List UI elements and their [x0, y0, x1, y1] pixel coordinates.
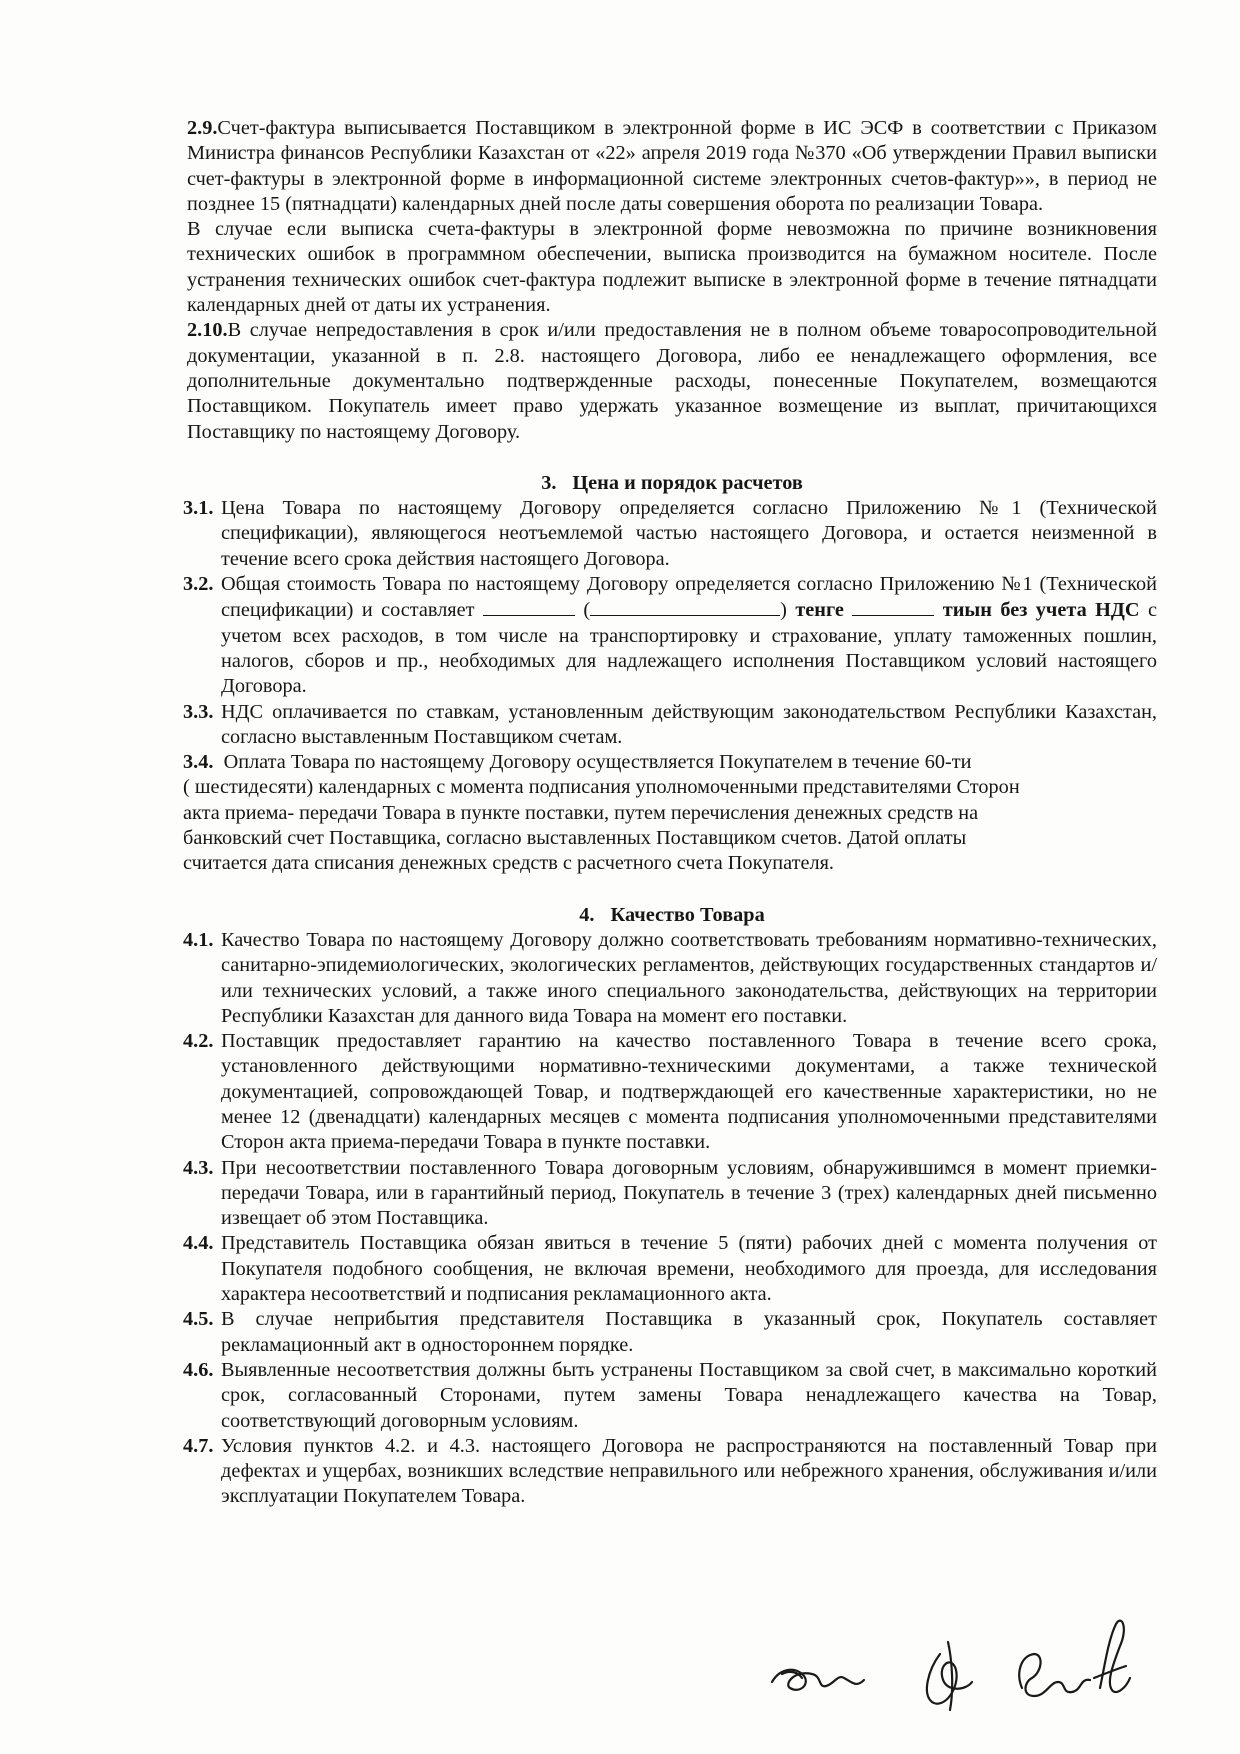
- section-4-heading: [187, 903, 1157, 928]
- clause-number: 3.4.: [183, 751, 214, 774]
- clause-4-4: [183, 1231, 1157, 1307]
- clause-number: 4.5.: [183, 1308, 214, 1331]
- clause-4-3: [183, 1156, 1157, 1232]
- clause-text: В случае непредоставления в срок и/или предоставления не в полном объеме товаросопроводительной документации, указанной в п. 2.8. настоящего Договора, либо ее ненадлежащего оформления, все дополнительные документально подтвержденные расходы, понесенные Покупателем, возмещаются Поставщиком. Покупатель имеет право удержать указанное возмещение из выплат, причитающихся Поставщику по настоящему Договору.: [187, 319, 1157, 443]
- clause-2-10: [187, 318, 1157, 444]
- clause-2-9-continuation: В случае если выписка счета-фактуры в электронной форме невозможна по причине возникновения технических ошибок в программном обеспечении, выписка производится на бумажном носителе. После устранения технических ошибок счет-фактура подлежит выписке в электронной форме в течение пятнадцати календарных дней от даты их устранения.: [187, 218, 1157, 317]
- clause-4-5: [183, 1307, 1157, 1358]
- clause-number: 3.3.: [183, 700, 214, 723]
- clause-line: акта приема- передачи Товара в пункте поставки, путем перечисления денежных средств на: [183, 801, 979, 824]
- clause-line: банковский счет Поставщика, согласно выставленных Поставщиком счетов. Датой оплаты: [183, 827, 967, 850]
- clause-number: 3.2.: [183, 573, 214, 596]
- clause-number: 4.7.: [183, 1434, 214, 1457]
- clause-text: Выявленные несоответствия должны быть устранены Поставщиком за свой счет, в максимально короткий срок, согласованный Сторонами, путем замены Товара ненадлежащего качества на Товар, соответствующий договорным условиям.: [221, 1358, 1157, 1432]
- document-page: [183, 116, 1157, 1510]
- clause-text: При несоответствии поставленного Товара договорным условиям, обнаружившимся в момент приемки-передачи Товара, или в гарантийный период, Покупатель в течение 3 (трех) календарных дней письменно извещает об этом Поставщика.: [221, 1156, 1157, 1230]
- clause-text-continued: с учетом всех расходов, в том числе на транспортировку и страхование, уплату таможенных пошлин, налогов, сборов и пр., необходимых для надлежащего исполнения Поставщиком условий настоящего Договора.: [221, 599, 1157, 698]
- clause-text: НДС оплачивается по ставкам, установленным действующим законодательством Республики Казахстан, согласно выставленным Поставщиком счетам.: [221, 700, 1157, 748]
- clause-number: 4.6.: [183, 1358, 214, 1381]
- clause-text: Условия пунктов 4.2. и 4.3. настоящего Договора не распространяются на поставленный Товар при дефектах и ущербах, возникших вследствие неправильного или небрежного хранения, обслуживания и/или эксплуатации Покупателем Товара.: [221, 1434, 1157, 1508]
- clause-4-7: [183, 1434, 1157, 1510]
- clause-3-3: [183, 700, 1157, 751]
- clause-text: Поставщик предоставляет гарантию на качество поставленного Товара в течение всего срока, установленного действующими нормативно-техническими документами, а также технической документацией, сопровождающей Товар, и подтверждающей его качественные характеристики, но не менее 12 (двенадцати) календарных месяцев с момента подписания уполномоченными представителями Сторон акта приема-передачи Товара в пункте поставки.: [221, 1030, 1157, 1154]
- clause-2-9: [187, 116, 1157, 217]
- clause-number: 4.4.: [183, 1232, 214, 1255]
- clause-4-1: [183, 928, 1157, 1029]
- clause-number: 4.2.: [183, 1030, 214, 1053]
- clause-number: 4.3.: [183, 1156, 214, 1179]
- clause-text: Качество Товара по настоящему Договору должно соответствовать требованиям нормативно-технических, санитарно-эпидемиологических, экологических регламентов, действующих государственных стандартов и/или технических условий, а также иного специального законодательства, действующих на территории Республики Казахстан для данного вида Товара на момент его поставки.: [221, 928, 1157, 1027]
- section-title: Качество Товара: [610, 903, 765, 926]
- clause-number: 4.1.: [183, 928, 214, 951]
- clause-text: Представитель Поставщика обязан явиться в течение 5 (пяти) рабочих дней с момента получения от Покупателя подобного сообщения, не включая времени, необходимого для проезда, для исследования характера несоответствий и подписания рекламационного акта.: [221, 1232, 1157, 1306]
- clause-text: В случае неприбытия представителя Поставщика в указанный срок, Покупатель составляет рекламационный акт в одностороннем порядке.: [221, 1308, 1157, 1356]
- amount-words-blank: [590, 597, 780, 616]
- clause-number: 3.1.: [183, 497, 214, 520]
- clause-number: 2.10.: [187, 319, 228, 342]
- clause-line: считается дата списания денежных средств с расчетного счета Покупателя.: [183, 852, 834, 875]
- clause-text: Цена Товара по настоящему Договору определяется согласно Приложению №1 (Технической спецификации), являющегося неотъемлемой частью настоящего Договора, и остается неизменной в течение всего срока действия настоящего Договора.: [221, 497, 1157, 570]
- clause-4-6: [183, 1358, 1157, 1434]
- handwritten-signatures-icon: [760, 1570, 1160, 1720]
- section-number: 4.: [579, 903, 595, 926]
- clause-number: 2.9.: [187, 117, 218, 139]
- clause-line: Оплата Товара по настоящему Договору осуществляется Покупателем в течение 60-ти: [223, 751, 972, 774]
- section-title: Цена и порядок расчетов: [572, 471, 803, 494]
- clause-3-4: [183, 750, 1157, 876]
- section-number: 3.: [541, 471, 557, 494]
- clause-4-2: [183, 1029, 1157, 1155]
- tenge-label: тенге: [795, 599, 844, 622]
- tiyn-label: тиын без учета НДС: [942, 599, 1140, 622]
- close-paren: ): [780, 599, 787, 622]
- clause-line: ( шестидесяти) календарных с момента подписания уполномоченными представителями Сторон: [183, 776, 1020, 799]
- tiyn-blank: [852, 597, 934, 616]
- amount-blank: [483, 597, 575, 616]
- clause-3-1: [183, 496, 1157, 572]
- clause-text: Счет-фактура выписывается Поставщиком в электронной форме в ИС ЭСФ в соответствии с Приказом Министра финансов Республики Казахстан от «22» апреля 2019 года №370 «Об утверждении Правил выписки счет-фактуры в электронной форме в информационной системе электронных счетов-фактур»», в период не позднее 15 (пятнадцати) календарных дней после даты совершения оборота по реализации Товара.: [187, 117, 1157, 215]
- section-3-heading: [187, 471, 1157, 496]
- open-paren: (: [583, 599, 591, 622]
- clause-3-2: [183, 572, 1157, 699]
- clause-text: Общая стоимость Товара по настоящему Договору определяется согласно Приложению №1 (Технической спецификации) и составляет: [221, 573, 1157, 622]
